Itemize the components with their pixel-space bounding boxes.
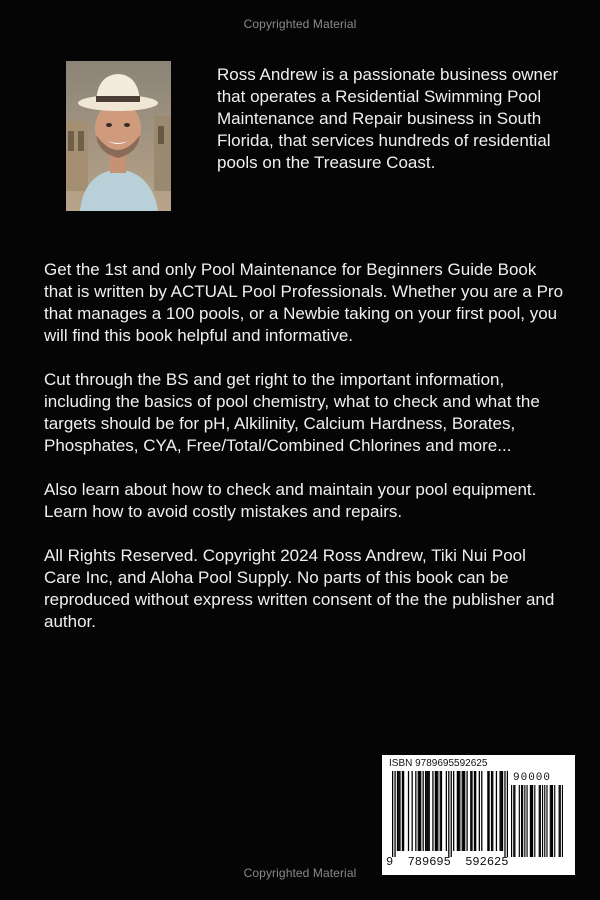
barcode-bar [488,771,489,851]
author-portrait-icon [66,61,171,211]
isbn-barcode [382,755,575,875]
barcode-bar [398,771,399,851]
barcode-bar [481,771,482,851]
barcode-bar [392,771,393,857]
book-description [44,259,564,655]
barcode-bar [448,771,449,857]
barcode-bar [462,771,463,851]
barcode-bar [491,771,492,851]
barcode-bar [501,771,502,851]
barcode-bar [466,771,467,851]
barcode-digit-group-2: 592625 [465,855,509,869]
description-paragraph: Also learn about how to check and maintain your pool equipment. Learn how to avoid costly mistakes and repairs. [44,480,537,521]
barcode-bar [440,771,441,851]
addon-barcode-bar [513,785,514,857]
description-paragraph: Get the 1st and only Pool Maintenance for Beginners Guide Book that is written by ACTUAL Pool Professionals. Whether you are a Pro that manages a 100 pools, or a Newbie taking on your first pool, you will find this book helpful and informative. [44,260,564,345]
addon-barcode-bar [534,785,535,857]
barcode-bar [419,771,420,851]
barcode-bar [437,771,438,851]
addon-barcode-bar [521,785,522,857]
barcode-bar [487,771,488,851]
addon-barcode-bar [546,785,547,857]
barcode-bar [459,771,460,851]
addon-barcode-bar [530,785,531,857]
barcode-bar [502,771,503,851]
barcode-bar [504,771,505,857]
addon-barcode-bar [551,785,552,857]
barcode-bar [423,771,424,851]
addon-barcode-bar [539,785,540,857]
copyright-watermark-bottom: Copyrighted Material [243,866,357,880]
addon-barcode-bars [511,785,563,857]
barcode-bar [496,771,497,851]
addon-barcode-bar [542,785,543,857]
barcode-bar [464,771,465,851]
barcode-bar [446,771,447,851]
barcode-bar [453,771,454,851]
barcode-bar [470,771,471,851]
barcode-bar [425,771,426,851]
addon-barcode-bar [511,785,512,857]
addon-barcode-bar [532,785,533,857]
isbn-label: ISBN 9789695592625 [389,758,488,769]
barcode-bar [397,771,398,851]
copyright-notice: All Rights Reserved. Copyright 2024 Ross Andrew, Tiki Nui Pool Care Inc, and Aloha Pool Supply. No parts of this book can be reproduced without express written consent of the the publisher and author. [44,546,555,631]
barcode-bar [432,771,433,851]
barcode-digit-group-1: 789695 [407,855,451,869]
barcode-bar [441,771,442,851]
addon-barcode-bar [526,785,527,857]
author-bio: Ross Andrew is a passionate business owner that operates a Residential Swimming Pool Maintenance and Repair business in South Florida, that services hundreds of residential pools on the Treasure Coast. [217,65,559,172]
barcode-bar [415,771,416,851]
barcode-bar [426,771,427,851]
addon-barcode-bar [544,785,545,857]
addon-barcode-bar [560,785,561,857]
barcode-bar [479,771,480,851]
barcode-bar [402,771,403,851]
barcode-bar [475,771,476,851]
ean-barcode-bars [392,771,508,857]
addon-barcode-bar [562,785,563,857]
barcode-bar [429,771,430,851]
barcode-bar [471,771,472,851]
barcode-bar [436,771,437,851]
addon-barcode-bar [552,785,553,857]
barcode-bar [408,771,409,851]
addon-barcode-bar [550,785,551,857]
addon-barcode-bar [531,785,532,857]
barcode-bar [394,771,395,857]
barcode-bar [451,771,452,857]
barcode-bar [418,771,419,851]
addon-barcode-bar [514,785,515,857]
addon-barcode-bar [554,785,555,857]
barcode-bar [507,771,508,857]
barcode-bar [463,771,464,851]
barcode-bar [457,771,458,851]
barcode-bar [474,771,475,851]
copyright-watermark-top: Copyrighted Material [243,17,357,31]
barcode-bar [499,771,500,851]
barcode-bar [458,771,459,851]
barcode-bar [435,771,436,851]
barcode-bar [492,771,493,851]
addon-barcode-bar [519,785,520,857]
addon-barcode-bar [540,785,541,857]
addon-barcode-bar [559,785,560,857]
barcode-digit-first: 9 [386,855,394,869]
barcode-bar [420,771,421,851]
barcode-bar [427,771,428,851]
barcode-bar [403,771,404,851]
addon-barcode-bar [522,785,523,857]
description-paragraph: Cut through the BS and get right to the important information, including the basics of pool chemistry, what to check and what the targets should be for pH, Alkilinity, Calcium Hardness, Borates, Phosphates, CYA, Free/Total/Combined Chlorines and more... [44,370,540,455]
barcode-bar [399,771,400,851]
barcode-bar [412,771,413,851]
addon-barcode-bar [524,785,525,857]
price-code: 90000 [513,772,552,784]
